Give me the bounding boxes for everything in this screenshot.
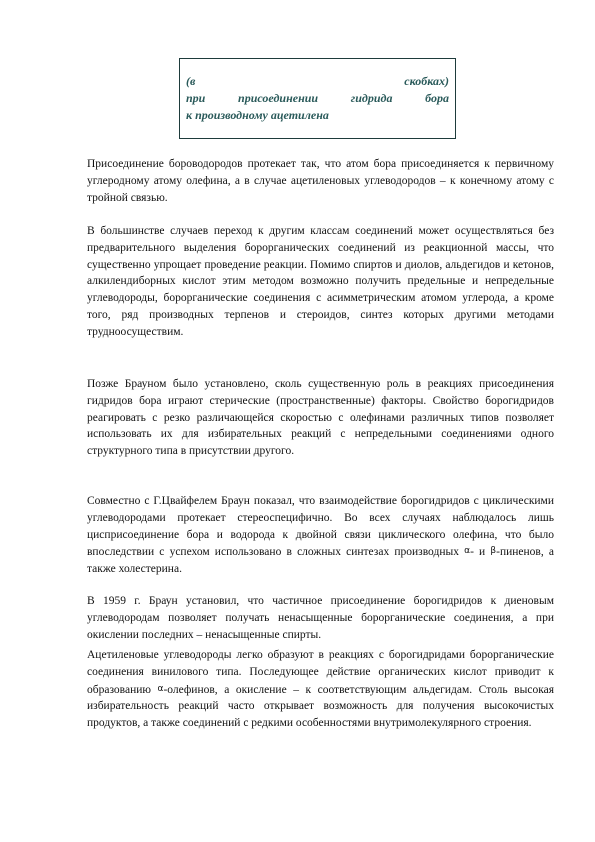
figure-caption-box	[179, 58, 456, 139]
paragraph-3: Позже Брауном было установлено, сколь существенную роль в реакциях присоединения гидридов бора играют стерические (пространственные) факторы. Свойство борогидридов реагировать с резко различающейся скоростью с олефинами различных типов позволяет использовать их для избирательных реакций с непредельными соединениями одного структурного типа в присутствии другого.	[87, 378, 554, 458]
beta-symbol: β	[490, 546, 497, 557]
caption-open: (в	[186, 74, 196, 88]
paragraph-1: Присоединение бороводородов протекает так, что атом бора присоединяется к первичному углеродному атому олефина, а в случае ацетиленовых углеводородов – к конечному атому с тройной связью.	[87, 158, 554, 204]
paragraph-6-text-end: -олефинов, а окисление – к соответствующим альдегидам. Столь высокая избирательность реакций часто открывает возможность для получения высокочистых продуктов, а также соединений с редкими особенностями внутримолекулярного строения.	[87, 683, 555, 730]
caption-line-1	[186, 73, 449, 90]
paragraph-6-text-start: Ацетиленовые углеводороды легко образуют в реакциях с борогидридами борорганические соединения винилового типа. Последующее действие органических кислот приводит к образованию	[87, 649, 554, 696]
alpha-symbol: α	[157, 683, 164, 694]
alpha-symbol: α	[464, 546, 471, 557]
caption-line-2: при присоединении гидрида бора	[186, 91, 449, 105]
paragraph-6	[87, 647, 554, 732]
paragraph-4-text-start: Совместно с Г.Цвайфелем Браун показал, что взаимодействие борогидридов с циклическими углеводородами протекает стереоспецифично. Во всех случаях наблюдалось лишь цисприсоединение бора и водорода к двойной связи циклического олефина, что было впоследствии с успехом использовано в сложных синтезах производных	[87, 495, 554, 559]
paragraph-5: В 1959 г. Браун установил, что частичное присоединение борогидридов к диеновым углеводородам позволяет получать ненасыщенные борорганические соединения, а при окислении последних – ненасыщенные спирты.	[87, 595, 554, 641]
paragraph-4-text-mid: - и	[470, 546, 491, 559]
paragraph-4-text-end: -пиненов, а также холестерина.	[87, 546, 554, 576]
paragraph-2: В большинстве случаев переход к другим классам соединений может осуществляться без предварительного выделения борорганических соединений из реакционной массы, что существенно упрощает проведение реакции. Помимо спиртов и диолов, альдегидов и кетонов, алкилендиборных кислот этим методом возможно получить предельные и непредельные углеводороды, борорганические соединения с асимметрическим атомом углерода, а кроме того, ряд производных терпенов и стероидов, синтез которых другими методами трудноосуществим.	[87, 225, 554, 338]
paragraph-4	[87, 493, 554, 578]
caption-line-3: к производному ацетилена	[186, 108, 329, 122]
caption-close: скобках)	[404, 74, 449, 88]
